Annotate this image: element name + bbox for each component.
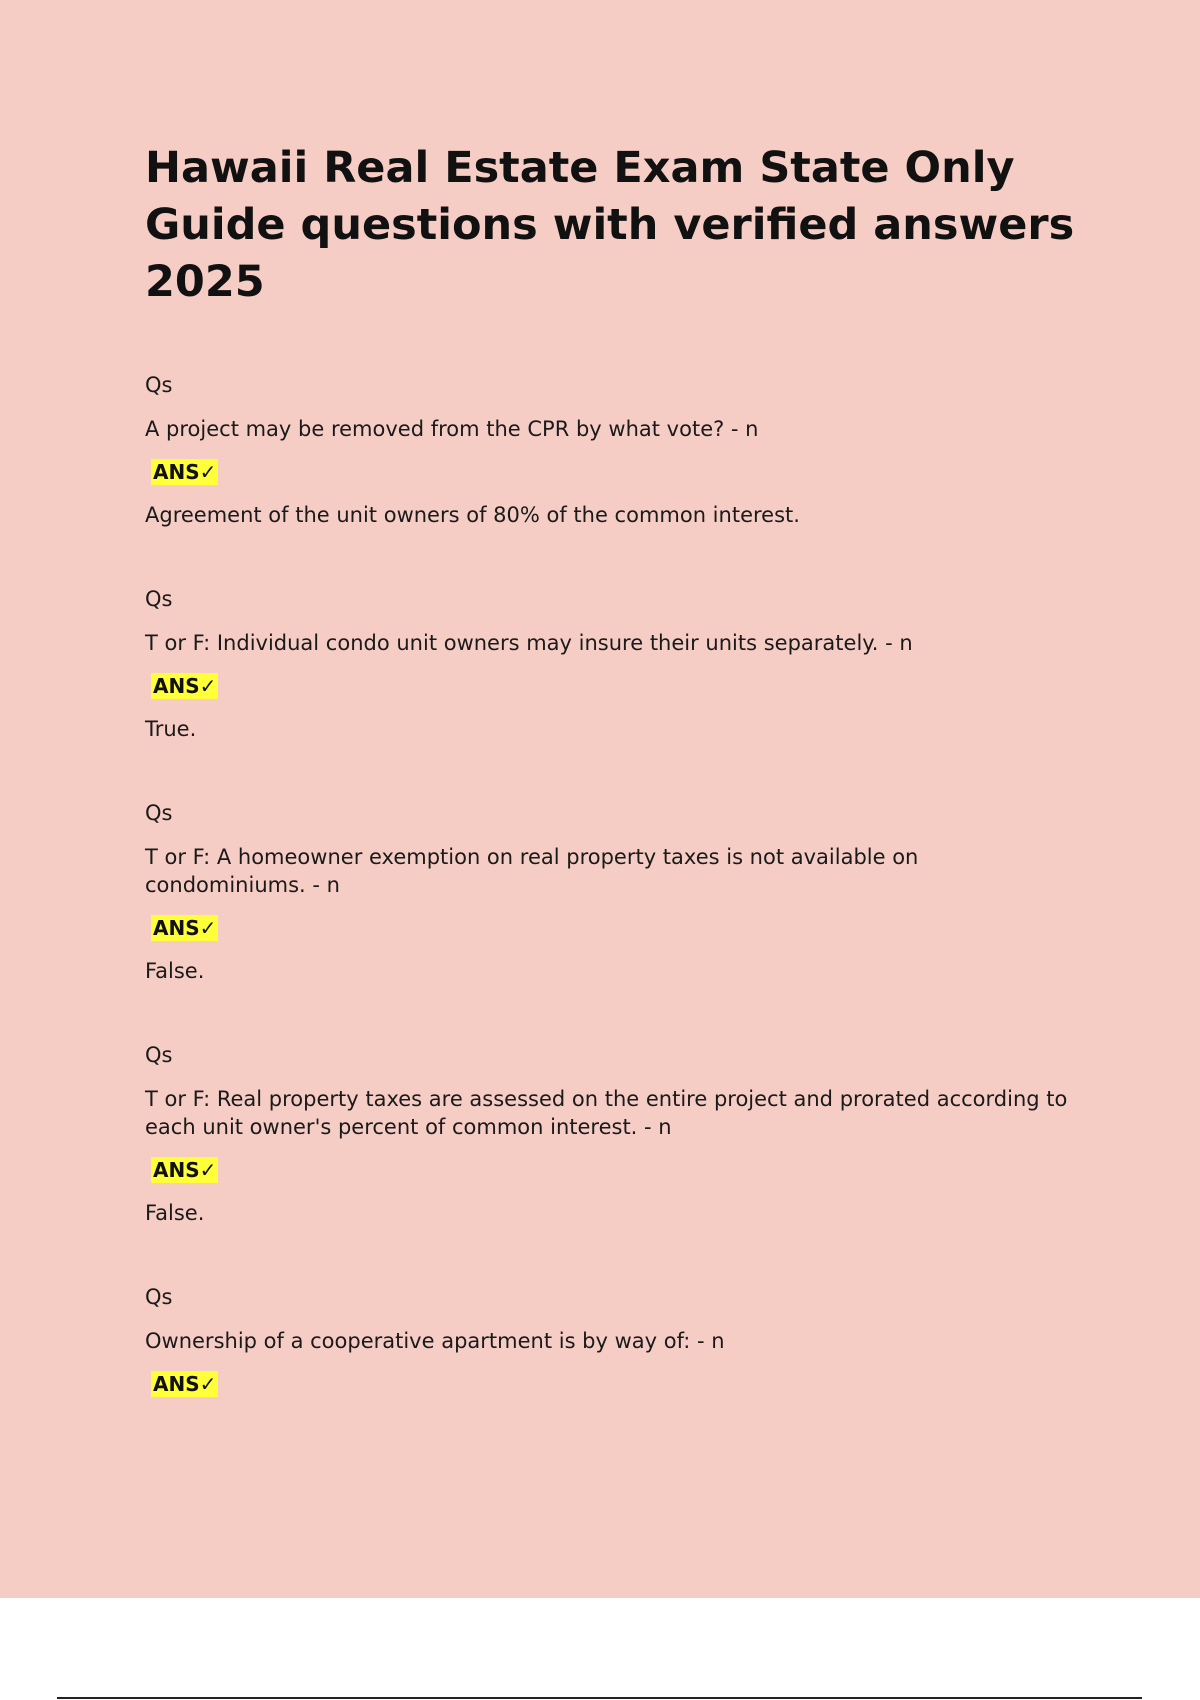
question-label: Qs [145,1043,173,1067]
question-label: Qs [145,1285,173,1309]
document-content [145,140,1075,1469]
answer-text: False. [145,1201,205,1225]
document-title: Hawaii Real Estate Exam State Only Guide questions with verified answers 2025 [145,143,1075,307]
qa-item [145,799,1075,985]
answer-badge: ANS✓ [153,916,217,940]
answer-badge: ANS✓ [153,1372,217,1396]
answer-text: False. [145,959,205,983]
qa-item [145,1041,1075,1227]
question-label: Qs [145,587,173,611]
qa-item [145,371,1075,529]
qa-item [145,585,1075,743]
question-text: T or F: Real property taxes are assessed on the entire project and prorated according to each unit owner's percent of common interest. - n [145,1087,1068,1139]
answer-text: True. [145,717,197,741]
qa-item [145,1283,1075,1413]
question-text: Ownership of a cooperative apartment is by way of: - n [145,1329,725,1353]
question-text: A project may be removed from the CPR by what vote? - n [145,417,759,441]
question-text: T or F: Individual condo unit owners may insure their units separately. - n [145,631,913,655]
footer-divider [57,1697,1142,1699]
answer-badge: ANS✓ [153,460,217,484]
question-label: Qs [145,801,173,825]
question-text: T or F: A homeowner exemption on real property taxes is not available on condominiums. - n [145,845,919,897]
answer-badge: ANS✓ [153,674,217,698]
question-label: Qs [145,373,173,397]
answer-text: Agreement of the unit owners of 80% of the common interest. [145,503,800,527]
answer-badge: ANS✓ [153,1158,217,1182]
